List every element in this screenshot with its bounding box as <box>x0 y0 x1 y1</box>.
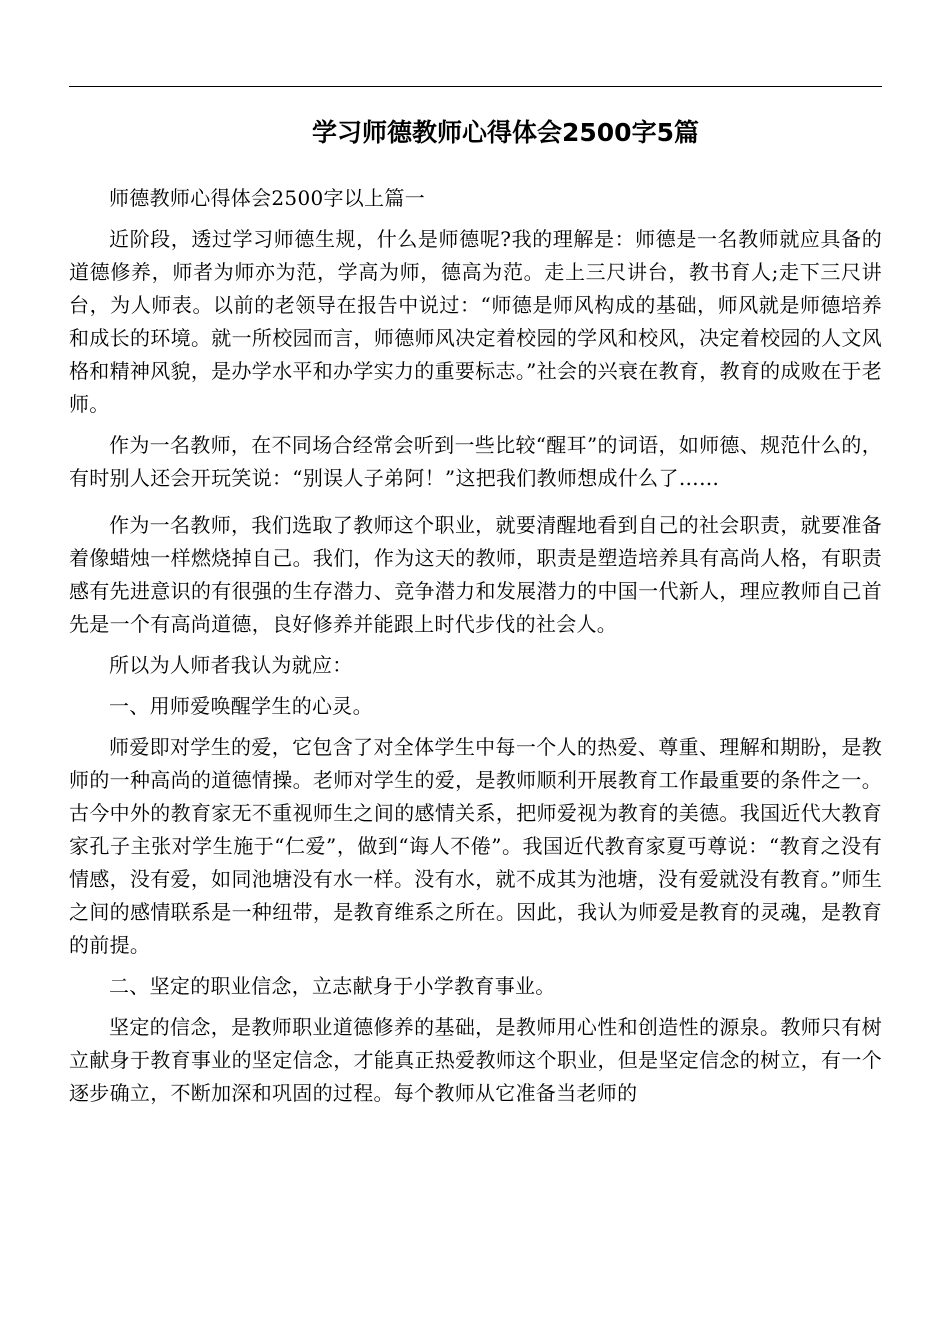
paragraph-5: 师爱即对学生的爱，它包含了对全体学生中每一个人的热爱、尊重、理解和期盼，是教师的一种高尚的道德情操。老师对学生的爱，是教师顺利开展教育工作最重要的条件之一。古今中外的教育家无不重视师生之间的感情关系，把师爱视为教育的美德。我国近代大教育家孔子主张对学生施于“仁爱”，做到“诲人不倦”。我国近代教育家夏丏尊说：“教育之没有情感，没有爱，如同池塘没有水一样。没有水，就不成其为池塘，没有爱就没有教育。”师生之间的感情联系是一种纽带，是教育维系之所在。因此，我认为师爱是教育的灵魂，是教育的前提。 <box>69 735 882 957</box>
header-rule <box>69 86 882 87</box>
paragraph-3: 作为一名教师，我们选取了教师这个职业，就要清醒地看到自己的社会职责，就要准备着像蜡烛一样燃烧掉自己。我们，作为这天的教师，职责是塑造培养具有高尚人格，有职责感有先进意识的有很强的生存潜力、竞争潜力和发展潜力的中国一代新人，理应教师自己首先是一个有高尚道德，良好修养并能跟上时代步伐的社会人。 <box>69 513 882 636</box>
point-heading-2: 二、坚定的职业信念，立志献身于小学教育事业。 <box>109 974 556 998</box>
paragraph-4: 所以为人师者我认为就应： <box>109 653 353 677</box>
paragraph-2: 作为一名教师，在不同场合经常会听到一些比较“醒耳”的词语，如师德、规范什么的，有时别人还会开玩笑说：“别误人子弟阿！”这把我们教师想成什么了…… <box>69 433 882 490</box>
document-body <box>69 182 882 1110</box>
point-heading-1: 一、用师爱唤醒学生的心灵。 <box>109 694 373 718</box>
document-title: 学习师德教师心得体会2500字5篇 <box>312 117 699 147</box>
section-heading-1: 师德教师心得体会2500字以上篇一 <box>109 186 425 210</box>
paragraph-6: 坚定的信念，是教师职业道德修养的基础，是教师用心性和创造性的源泉。教师只有树立献身于教育事业的坚定信念，才能真正热爱教师这个职业，但是坚定信念的树立，有一个逐步确立，不断加深和巩固的过程。每个教师从它准备当老师的 <box>69 1015 882 1105</box>
paragraph-1: 近阶段，透过学习师德生规，什么是师德呢?我的理解是：师德是一名教师就应具备的道德修养，师者为师亦为范，学高为师，德高为范。走上三尺讲台，教书育人;走下三尺讲台，为人师表。以前的老领导在报告中说过：“师德是师风构成的基础，师风就是师德培养和成长的环境。就一所校园而言，师德师风决定着校园的学风和校风，决定着校园的人文风格和精神风貌，是办学水平和办学实力的重要标志。”社会的兴衰在教育，教育的成败在于老师。 <box>69 227 882 416</box>
